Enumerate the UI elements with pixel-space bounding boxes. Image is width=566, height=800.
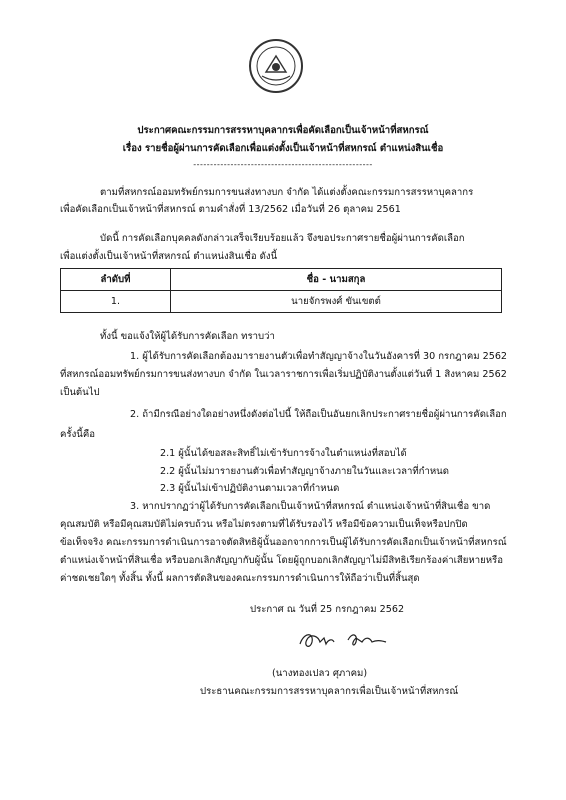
announcement-date: ประกาศ ณ วันที่ 25 กรกฎาคม 2562 (250, 604, 405, 615)
signer-name: (นางทองเปลว ศุภาคม) (272, 668, 368, 679)
table-row (61, 291, 502, 313)
notice-intro: ทั้งนี้ ขอแจ้งให้ผู้ได้รับการคัดเลือก ทราบว่า (100, 331, 275, 342)
cooperative-seal-icon (248, 38, 304, 94)
notice-item-1-line-2: ที่สหกรณ์ออมทรัพย์กรมการขนส่งทางบก จำกัด ในเวลาราชการเพื่อเริ่มปฏิบัติงานตั้งแต่วันที่ 1 สิงหาคม 2562 (60, 369, 507, 380)
notice-sub-2-2: 2.2 ผู้นั้นไม่มารายงานตัวเพื่อทำสัญญาจ้างภายในวันและเวลาที่กำหนด (160, 466, 449, 477)
notice-item-2-line-2: ครั้งนี้คือ (60, 429, 95, 440)
notice-item-1-line-1: 1. ผู้ได้รับการคัดเลือกต้องมารายงานตัวเพื่อทำสัญญาจ้างในวันอังคารที่ 30 กรกฎาคม 2562 (130, 351, 508, 362)
notice-item-2-line-1: 2. ถ้ามีกรณีอย่างใดอย่างหนึ่งดังต่อไปนี้ ให้ถือเป็นอันยกเลิกประกาศรายชื่อผู้ผ่านการคัดเลือก (130, 409, 507, 420)
notice-sub-2-1: 2.1 ผู้นั้นได้ขอสละสิทธิ์ไม่เข้ารับการจ้างในตำแหน่งที่สอบได้ (160, 448, 407, 459)
selected-candidates-table (60, 268, 502, 313)
row-order: 1. (61, 291, 171, 313)
notice-item-3-line-1: 3. หากปรากฏว่าผู้ได้รับการคัดเลือกเป็นเจ้าหน้าที่สหกรณ์ ตำแหน่งเจ้าหน้าที่สินเชื่อ ขาด (130, 501, 491, 512)
notice-item-3-line-4: ตำแหน่งเจ้าหน้าที่สินเชื่อ หรือบอกเลิกสัญญากับผู้นั้น โดยผู้ถูกบอกเลิกสัญญาไม่มีสิทธิเรียกร้องค่าเสียหายหรือ (60, 555, 503, 566)
announce-line-1: บัดนี้ การคัดเลือกบุคคลดังกล่าวเสร็จเรียบร้อยแล้ว จึงขอประกาศรายชื่อผู้ผ่านการคัดเลือก (100, 233, 465, 244)
announcement-title: ประกาศคณะกรรมการสรรหาบุคลากรเพื่อคัดเลือกเป็นเจ้าหน้าที่สหกรณ์ (137, 125, 429, 136)
announce-line-2: เพื่อแต่งตั้งเป็นเจ้าหน้าที่สหกรณ์ ตำแหน่งสินเชื่อ ดังนี้ (60, 251, 278, 262)
announcement-subject: เรื่อง รายชื่อผู้ผ่านการคัดเลือกเพื่อแต่งตั้งเป็นเจ้าหน้าที่สหกรณ์ ตำแหน่งสินเชื่อ (122, 143, 444, 154)
row-name: นายจักรพงศ์ ขันเขตต์ (171, 291, 502, 313)
intro-line-1: ตามที่สหกรณ์ออมทรัพย์กรมการขนส่งทางบก จำกัด ได้แต่งตั้งคณะกรรมการสรรหาบุคลากร (100, 187, 474, 198)
signer-title: ประธานคณะกรรมการสรรหาบุคลากรเพื่อเป็นเจ้าหน้าที่สหกรณ์ (200, 686, 459, 697)
table-header-row (61, 269, 502, 291)
notice-item-3-line-3: ข้อเท็จจริง คณะกรรมการดำเนินการอาจตัดสิทธิผู้นั้นออกจากการเป็นผู้ได้รับการคัดเลือกเป็นเจ้าหน้าที่สหกรณ์ (60, 537, 507, 548)
handwritten-signature (296, 628, 396, 652)
title-divider: ----------------------------------------------------- (193, 160, 373, 169)
intro-line-2: เพื่อคัดเลือกเป็นเจ้าหน้าที่สหกรณ์ ตามคำสั่งที่ 13/2562 เมื่อวันที่ 26 ตุลาคม 2561 (60, 204, 401, 215)
column-header-name: ชื่อ - นามสกุล (171, 269, 502, 291)
notice-item-3-line-2: คุณสมบัติ หรือมีคุณสมบัติไม่ครบถ้วน หรือไม่ตรงตามที่ได้รับรองไว้ หรือมีข้อความเป็นเท็จหรือปกปิด (60, 519, 468, 530)
column-header-order: ลำดับที่ (61, 269, 171, 291)
notice-item-1-line-3: เป็นต้นไป (60, 387, 100, 398)
notice-sub-2-3: 2.3 ผู้นั้นไม่เข้าปฏิบัติงานตามเวลาที่กำหนด (160, 483, 340, 494)
notice-item-3-line-5: ค่าชดเชยใดๆ ทั้งสิ้น ทั้งนี้ ผลการตัดสินของคณะกรรมการดำเนินการให้ถือว่าเป็นที่สิ้นสุด (60, 573, 420, 584)
